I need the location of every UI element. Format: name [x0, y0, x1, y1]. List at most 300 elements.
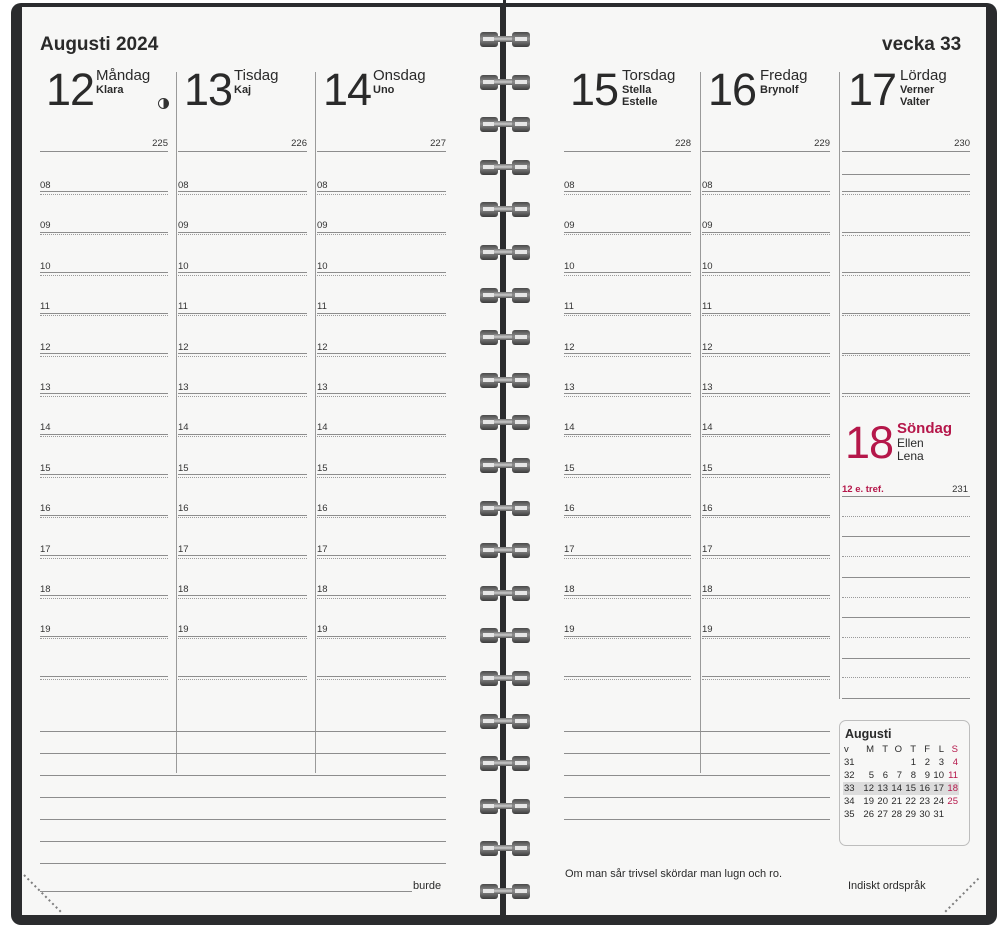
day-of-year: 230 — [954, 138, 970, 149]
hour-label: 13 — [178, 382, 189, 393]
mini-calendar-month: Augusti — [845, 727, 892, 741]
dotted-line — [40, 679, 168, 680]
mini-calendar — [839, 720, 970, 846]
dotted-line — [317, 638, 446, 639]
hour-label: 14 — [564, 422, 575, 434]
column-divider — [176, 72, 177, 773]
column-divider — [839, 72, 840, 699]
spiral-ring — [480, 202, 532, 218]
dotted-line — [842, 556, 970, 557]
mini-calendar-day: 8 — [910, 770, 916, 781]
note-line — [564, 775, 830, 776]
solid-line — [40, 434, 168, 435]
hour-label: 14 — [702, 422, 713, 434]
dotted-line — [317, 234, 446, 235]
hour-label: 15 — [702, 462, 713, 474]
note-line — [40, 863, 446, 864]
dotted-line — [702, 436, 830, 437]
solid-line — [317, 434, 446, 435]
mini-calendar-day: 20 — [877, 796, 888, 807]
dotted-line — [842, 315, 970, 316]
week-number: 35 — [844, 809, 855, 820]
spiral-ring — [480, 799, 532, 815]
solid-line — [40, 676, 168, 677]
hour-label: 11 — [178, 301, 188, 313]
note-line — [40, 753, 446, 754]
day-number: 12 — [46, 64, 95, 115]
solid-line — [40, 272, 168, 273]
solid-line — [178, 313, 307, 314]
dotted-line — [702, 234, 830, 235]
hour-label: 12 — [178, 341, 189, 353]
spiral-ring — [480, 586, 532, 602]
name-day: Kaj — [234, 84, 252, 96]
dotted-line — [317, 356, 446, 357]
name-day: Brynolf — [760, 84, 799, 96]
solid-line — [564, 191, 691, 192]
dotted-line — [40, 598, 168, 599]
hour-label: 17 — [178, 543, 189, 555]
mini-calendar-week — [843, 808, 959, 821]
dotted-line — [564, 436, 691, 437]
solid-line — [40, 393, 168, 394]
hour-label: 19 — [178, 624, 189, 636]
hour-label: 08 — [40, 180, 51, 191]
mini-calendar-day: 1 — [910, 757, 916, 768]
solid-line — [40, 636, 168, 637]
solid-line — [317, 636, 446, 637]
mini-calendar-header: M — [866, 744, 874, 755]
day-number: 16 — [708, 64, 757, 115]
dotted-line — [178, 477, 307, 478]
mini-calendar-week — [843, 769, 959, 782]
name-day: Valter — [900, 96, 930, 108]
dotted-line — [178, 194, 307, 195]
hour-label: 09 — [564, 220, 575, 232]
hour-label: 11 — [40, 301, 50, 313]
dotted-line — [842, 355, 970, 356]
brand-logo: burde — [413, 880, 442, 892]
dotted-line — [564, 315, 691, 316]
solid-line — [842, 577, 970, 578]
dotted-line — [178, 315, 307, 316]
day-weekday: Lördag — [900, 67, 947, 84]
mini-calendar-day: 3 — [938, 757, 944, 768]
mini-calendar-day: 23 — [919, 796, 930, 807]
day-number: 14 — [323, 64, 372, 115]
spiral-ring — [480, 671, 532, 687]
dotted-line — [40, 436, 168, 437]
mini-calendar-day: 9 — [924, 770, 930, 781]
dotted-line — [178, 396, 307, 397]
solid-line — [40, 515, 168, 516]
hour-label: 19 — [702, 624, 713, 636]
note-line — [564, 753, 830, 754]
solid-line — [317, 232, 446, 233]
solid-line — [842, 151, 970, 152]
mini-calendar-day: 15 — [903, 782, 917, 795]
solid-line — [842, 174, 970, 175]
spiral-ring — [480, 884, 532, 900]
hour-label: 15 — [40, 462, 51, 474]
hour-label: 16 — [317, 503, 328, 515]
solid-line — [702, 474, 830, 475]
week-number: 32 — [844, 770, 855, 781]
solid-line — [702, 191, 830, 192]
day-of-year: 226 — [291, 138, 307, 149]
hour-label: 16 — [702, 503, 713, 515]
hour-label: 19 — [564, 624, 575, 636]
note-line — [40, 775, 446, 776]
day-weekday: Onsdag — [373, 67, 426, 84]
spiral-ring — [480, 117, 532, 133]
solid-line — [842, 272, 970, 273]
hour-label: 12 — [317, 341, 328, 353]
mini-calendar-day: 26 — [863, 809, 874, 820]
dotted-line — [40, 275, 168, 276]
dotted-line — [702, 477, 830, 478]
solid-line — [317, 313, 446, 314]
solid-line — [842, 191, 970, 192]
hour-label: 15 — [564, 462, 575, 474]
solid-line — [178, 474, 307, 475]
dotted-line — [317, 517, 446, 518]
dotted-line — [702, 396, 830, 397]
solid-line — [702, 151, 830, 152]
hour-label: 17 — [40, 543, 51, 555]
solid-line — [702, 555, 830, 556]
dotted-line — [564, 356, 691, 357]
dotted-line — [564, 396, 691, 397]
mini-calendar-day: 5 — [868, 770, 874, 781]
hour-label: 11 — [564, 301, 574, 313]
solid-line — [842, 232, 970, 233]
solid-line — [40, 232, 168, 233]
dotted-line — [842, 516, 970, 517]
spiral-ring — [480, 32, 532, 48]
dotted-line — [317, 275, 446, 276]
solid-line — [40, 151, 168, 152]
hour-label: 14 — [40, 422, 51, 434]
solid-line — [178, 595, 307, 596]
day-number: 13 — [184, 64, 233, 115]
solid-line — [842, 313, 970, 314]
solid-line — [842, 353, 970, 354]
spiral-ring — [480, 714, 532, 730]
dotted-line — [702, 356, 830, 357]
dotted-line — [842, 597, 970, 598]
solid-line — [40, 313, 168, 314]
day-weekday: Tisdag — [234, 67, 279, 84]
hour-label: 18 — [702, 584, 713, 595]
solid-line — [564, 434, 691, 435]
solid-line — [702, 515, 830, 516]
dotted-line — [564, 679, 691, 680]
dotted-line — [564, 558, 691, 559]
hour-label: 10 — [317, 260, 328, 272]
dotted-line — [842, 275, 970, 276]
hour-label: 10 — [702, 260, 713, 272]
solid-line — [40, 474, 168, 475]
mini-calendar-day: 29 — [905, 809, 916, 820]
hour-label: 08 — [317, 180, 328, 191]
dotted-line — [702, 598, 830, 599]
dotted-line — [178, 679, 307, 680]
dotted-line — [317, 436, 446, 437]
mini-calendar-day: 24 — [933, 796, 944, 807]
name-day: Ellen — [897, 436, 924, 450]
column-divider — [700, 72, 701, 773]
mini-calendar-header: T — [882, 744, 888, 755]
note-line — [40, 797, 446, 798]
dotted-line — [702, 638, 830, 639]
quote: Om man sår trivsel skördar man lugn och ro. — [565, 868, 783, 880]
solid-line — [842, 496, 970, 497]
solid-line — [702, 393, 830, 394]
solid-line — [178, 555, 307, 556]
spiral-ring — [480, 75, 532, 91]
note-line — [40, 891, 412, 892]
dotted-line — [40, 558, 168, 559]
day-of-year: 227 — [430, 138, 446, 149]
mini-calendar-day: 2 — [924, 757, 930, 768]
solid-line — [317, 272, 446, 273]
mini-calendar-day: 16 — [917, 782, 931, 795]
solid-line — [842, 393, 970, 394]
solid-line — [178, 353, 307, 354]
day-weekday: Måndag — [96, 67, 151, 84]
sunday-note: 12 e. tref. — [842, 484, 884, 495]
solid-line — [564, 313, 691, 314]
solid-line — [178, 636, 307, 637]
dotted-line — [702, 517, 830, 518]
solid-line — [564, 595, 691, 596]
solid-line — [842, 698, 970, 699]
mini-calendar-day: 11 — [948, 770, 958, 781]
solid-line — [317, 595, 446, 596]
hour-label: 13 — [702, 382, 713, 393]
mini-calendar-week — [843, 782, 959, 795]
dotted-line — [564, 477, 691, 478]
hour-label: 13 — [564, 382, 575, 393]
quote-source: Indiskt ordspråk — [848, 880, 926, 892]
mini-calendar-day: 12 — [861, 782, 875, 795]
mini-calendar-day — [889, 756, 903, 769]
mini-calendar-header: F — [924, 744, 930, 755]
dotted-line — [564, 194, 691, 195]
dotted-line — [40, 517, 168, 518]
solid-line — [317, 515, 446, 516]
solid-line — [178, 434, 307, 435]
hour-label: 15 — [317, 462, 328, 474]
solid-line — [40, 595, 168, 596]
dotted-line — [317, 477, 446, 478]
spiral-ring — [480, 628, 532, 644]
day-of-year: 231 — [952, 484, 968, 495]
spiral-ring — [480, 501, 532, 517]
hour-label: 14 — [178, 422, 189, 434]
solid-line — [40, 555, 168, 556]
mini-calendar-week — [843, 756, 959, 769]
hour-label: 19 — [40, 624, 51, 636]
mini-calendar-day: 22 — [905, 796, 916, 807]
hour-label: 18 — [317, 584, 328, 595]
solid-line — [178, 393, 307, 394]
hour-label: 11 — [317, 301, 327, 313]
hour-label: 12 — [40, 341, 51, 353]
solid-line — [564, 515, 691, 516]
dotted-line — [842, 396, 970, 397]
solid-line — [702, 636, 830, 637]
hour-label: 13 — [40, 382, 51, 393]
dotted-line — [178, 356, 307, 357]
dotted-line — [40, 477, 168, 478]
solid-line — [702, 676, 830, 677]
hour-label: 08 — [564, 180, 575, 191]
day-weekday: Söndag — [897, 420, 952, 437]
dotted-line — [317, 396, 446, 397]
day-of-year: 229 — [814, 138, 830, 149]
day-number: 17 — [848, 64, 897, 115]
name-day: Klara — [96, 84, 124, 96]
dotted-line — [317, 315, 446, 316]
solid-line — [317, 676, 446, 677]
note-line — [564, 731, 830, 732]
week-number: 33 — [843, 782, 861, 795]
mini-calendar-header: T — [910, 744, 916, 755]
dotted-line — [40, 194, 168, 195]
hour-label: 09 — [40, 220, 51, 232]
name-day: Uno — [373, 84, 395, 96]
note-line — [40, 841, 446, 842]
dotted-line — [178, 436, 307, 437]
dotted-line — [40, 356, 168, 357]
solid-line — [564, 272, 691, 273]
mini-calendar-day: 21 — [891, 796, 902, 807]
note-line — [40, 819, 446, 820]
dotted-line — [842, 194, 970, 195]
column-divider — [315, 72, 316, 773]
spiral-ring — [480, 458, 532, 474]
solid-line — [178, 191, 307, 192]
solid-line — [178, 232, 307, 233]
hour-label: 08 — [178, 180, 189, 191]
solid-line — [702, 434, 830, 435]
spiral-ring — [480, 160, 532, 176]
week-number: 31 — [844, 757, 855, 768]
mini-calendar-day: 6 — [882, 770, 888, 781]
solid-line — [564, 555, 691, 556]
solid-line — [178, 272, 307, 273]
solid-line — [564, 474, 691, 475]
mini-calendar-day: 25 — [947, 796, 958, 807]
dotted-line — [40, 396, 168, 397]
hour-label: 17 — [702, 543, 713, 555]
name-day: Stella — [622, 84, 652, 96]
day-of-year: 228 — [675, 138, 691, 149]
dotted-line — [178, 598, 307, 599]
dotted-line — [702, 679, 830, 680]
mini-calendar-day: 19 — [863, 796, 874, 807]
dotted-line — [178, 638, 307, 639]
hour-label: 18 — [40, 584, 51, 595]
hour-label: 16 — [178, 503, 189, 515]
solid-line — [564, 636, 691, 637]
solid-line — [317, 393, 446, 394]
hour-label: 18 — [564, 584, 575, 595]
day-weekday: Fredag — [760, 67, 808, 84]
hour-label: 12 — [702, 341, 713, 353]
solid-line — [564, 232, 691, 233]
hour-label: 17 — [564, 543, 575, 555]
note-line — [564, 797, 830, 798]
dotted-line — [564, 517, 691, 518]
solid-line — [842, 536, 970, 537]
dotted-line — [40, 315, 168, 316]
hour-label: 16 — [40, 503, 51, 515]
day-number: 15 — [570, 64, 619, 115]
dotted-line — [702, 558, 830, 559]
dotted-line — [564, 638, 691, 639]
hour-label: 11 — [702, 301, 712, 313]
solid-line — [564, 393, 691, 394]
mini-calendar-day: 14 — [889, 782, 903, 795]
hour-label: 18 — [178, 584, 189, 595]
dotted-line — [842, 235, 970, 236]
dotted-line — [702, 275, 830, 276]
mini-calendar-header: O — [894, 744, 902, 755]
mini-calendar-day: 27 — [877, 809, 888, 820]
solid-line — [702, 272, 830, 273]
solid-line — [842, 658, 970, 659]
corner-stitch-right — [940, 873, 980, 913]
week-title: vecka 33 — [882, 34, 962, 55]
mini-calendar-header: v — [844, 744, 849, 755]
dotted-line — [178, 517, 307, 518]
mini-calendar-day — [875, 756, 889, 769]
hour-label: 09 — [178, 220, 189, 232]
mini-calendar-header: S — [951, 744, 958, 755]
solid-line — [702, 313, 830, 314]
dotted-line — [702, 315, 830, 316]
mini-calendar-day: 7 — [896, 770, 902, 781]
spiral-ring — [480, 373, 532, 389]
mini-calendar-day: 13 — [875, 782, 889, 795]
dotted-line — [317, 194, 446, 195]
mini-calendar-day: 4 — [952, 757, 958, 768]
dotted-line — [178, 558, 307, 559]
solid-line — [317, 191, 446, 192]
day-of-year: 225 — [152, 138, 168, 149]
hour-label: 10 — [564, 260, 575, 272]
day-number: 18 — [845, 417, 894, 468]
mini-calendar-day: 10 — [933, 770, 944, 781]
mini-calendar-table — [843, 743, 959, 821]
dotted-line — [317, 679, 446, 680]
hour-label: 10 — [178, 260, 189, 272]
dotted-line — [702, 194, 830, 195]
dotted-line — [842, 677, 970, 678]
mini-calendar-week — [843, 795, 959, 808]
spiral-ring — [480, 841, 532, 857]
mini-calendar-day — [945, 808, 959, 821]
day-weekday: Torsdag — [622, 67, 676, 84]
dotted-line — [178, 234, 307, 235]
hour-label: 17 — [317, 543, 328, 555]
mini-calendar-day — [861, 756, 875, 769]
solid-line — [564, 353, 691, 354]
dotted-line — [842, 637, 970, 638]
